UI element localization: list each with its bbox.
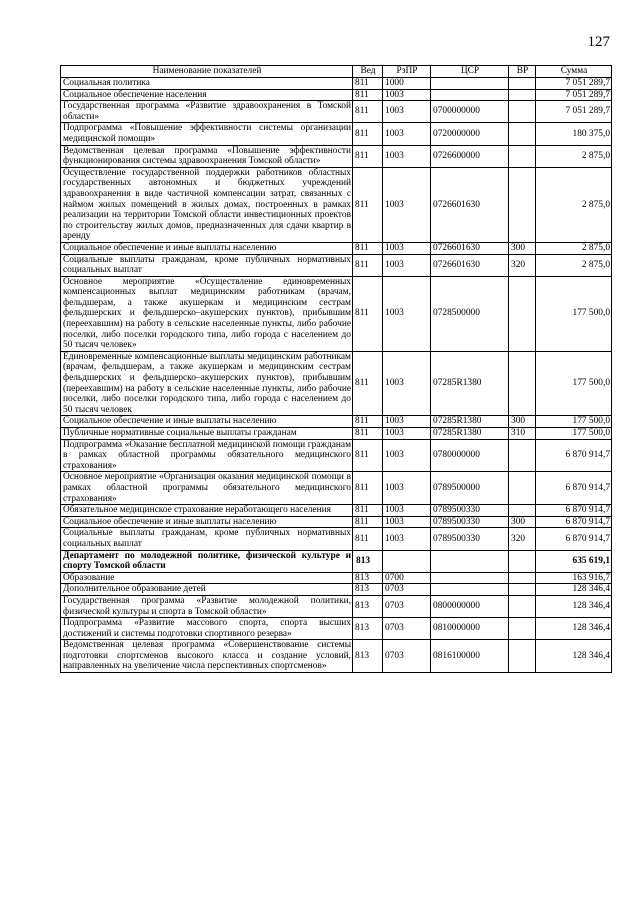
table-row [61,351,612,416]
cell-name: Осуществление государственной поддержки работников областных государственных автономных и бюджетных учреждений здравоохранения в виде частичной компенсации затрат, связанных с наймом жилых помещений в жилых домах, построенных в рамках реализации на территории Томской области инвестиционных проектов по строительству жилых домов, предназначенных для сдачи квартир в аренду [61,167,353,242]
cell-csr: 0816100000 [431,640,509,673]
cell-name: Государственная программа «Развитие здравоохранения в Томской области» [61,101,353,123]
cell-sum: 128 346,4 [536,595,612,617]
cell-ved: 811 [353,145,383,167]
cell-sum: 177 500,0 [536,351,612,416]
table-row [61,572,612,584]
cell-name: Государственная программа «Развитие молодежной политики, физической культуры и спорта в Томской области» [61,595,353,617]
cell-csr: 0728500000 [431,276,509,351]
cell-sum: 2 875,0 [536,254,612,276]
cell-ved: 811 [353,439,383,472]
cell-ved: 811 [353,428,383,440]
table-row [61,416,612,428]
table-row [61,516,612,528]
cell-sum: 635 619,1 [536,550,612,572]
cell-vr [509,439,536,472]
cell-sum: 128 346,4 [536,640,612,673]
header-rzpr: РзПР [383,66,431,78]
cell-rzpr: 0703 [383,584,431,596]
cell-rzpr [383,550,431,572]
cell-sum: 6 870 914,7 [536,472,612,505]
table-header-row [61,66,612,78]
cell-csr: 0789500330 [431,505,509,517]
cell-rzpr: 1003 [383,89,431,101]
table-body [61,78,612,673]
header-ved: Вед [353,66,383,78]
cell-vr [509,618,536,640]
header-csr: ЦСР [431,66,509,78]
cell-vr [509,595,536,617]
table-row [61,618,612,640]
cell-ved: 813 [353,550,383,572]
cell-sum: 7 051 289,7 [536,89,612,101]
table-row [61,428,612,440]
cell-ved: 813 [353,584,383,596]
cell-name: Социальные выплаты гражданам, кроме публичных нормативных социальных выплат [61,528,353,550]
cell-rzpr: 1003 [383,505,431,517]
cell-ved: 811 [353,254,383,276]
cell-rzpr: 1003 [383,516,431,528]
cell-sum: 128 346,4 [536,618,612,640]
header-vr: ВР [509,66,536,78]
cell-vr [509,145,536,167]
cell-sum: 6 870 914,7 [536,528,612,550]
cell-sum: 2 875,0 [536,242,612,254]
cell-vr: 300 [509,416,536,428]
cell-vr [509,640,536,673]
cell-name: Основное мероприятие «Организация оказания медицинской помощи в рамках областной программы обязательного медицинского страхования» [61,472,353,505]
cell-sum: 2 875,0 [536,167,612,242]
cell-ved: 811 [353,167,383,242]
cell-sum: 128 346,4 [536,584,612,596]
table-row [61,123,612,145]
cell-vr: 300 [509,242,536,254]
cell-rzpr: 1003 [383,254,431,276]
cell-rzpr: 1003 [383,416,431,428]
cell-rzpr: 1003 [383,351,431,416]
cell-vr [509,472,536,505]
cell-vr [509,550,536,572]
budget-table [60,65,612,673]
cell-csr: 07285R1380 [431,351,509,416]
table-row [61,550,612,572]
cell-vr: 300 [509,516,536,528]
cell-csr [431,89,509,101]
header-sum: Сумма [536,66,612,78]
cell-rzpr: 1003 [383,242,431,254]
table-row [61,584,612,596]
table-row [61,595,612,617]
table-row [61,78,612,90]
cell-rzpr: 0703 [383,595,431,617]
cell-ved: 811 [353,351,383,416]
cell-ved: 813 [353,640,383,673]
cell-csr: 0726600000 [431,145,509,167]
cell-name: Социальные выплаты гражданам, кроме публичных нормативных социальных выплат [61,254,353,276]
cell-rzpr: 1003 [383,123,431,145]
cell-rzpr: 1003 [383,145,431,167]
cell-rzpr: 1003 [383,472,431,505]
cell-name: Подпрограмма «Оказание бесплатной медицинской помощи гражданам в рамках областной программы обязательного медицинского страхования» [61,439,353,472]
cell-csr: 07285R1380 [431,416,509,428]
cell-name: Основное мероприятие «Осуществление единовременных компенсационных выплат медицинским работникам (врачам, фельдшерам, а также акушеркам и медицинским сестрам фельдшерских и фельдшерско–акушерских пунктов), прибывшим (переехавшим) на работу в сельские населенные пункты, либо рабочие поселки, либо поселки городского типа, либо города с населением до 50 тысяч человек» [61,276,353,351]
cell-sum: 177 500,0 [536,276,612,351]
cell-csr: 0780000000 [431,439,509,472]
page-number: 127 [587,34,610,50]
cell-vr [509,276,536,351]
cell-ved: 811 [353,123,383,145]
cell-csr: 07285R1380 [431,428,509,440]
cell-name: Обязательное медицинское страхование неработающего населения [61,505,353,517]
cell-vr: 310 [509,428,536,440]
cell-name: Социальное обеспечение населения [61,89,353,101]
cell-name: Социальное обеспечение и иные выплаты населению [61,416,353,428]
cell-rzpr: 1003 [383,428,431,440]
cell-vr: 320 [509,254,536,276]
cell-vr [509,167,536,242]
cell-vr [509,101,536,123]
cell-name: Образование [61,572,353,584]
cell-name: Социальное обеспечение и иные выплаты населению [61,516,353,528]
cell-ved: 811 [353,416,383,428]
cell-csr: 0726601630 [431,254,509,276]
table-row [61,528,612,550]
cell-ved: 813 [353,595,383,617]
cell-sum: 177 500,0 [536,428,612,440]
cell-sum: 6 870 914,7 [536,516,612,528]
cell-ved: 811 [353,528,383,550]
cell-vr: 320 [509,528,536,550]
cell-ved: 811 [353,78,383,90]
cell-rzpr: 0700 [383,572,431,584]
cell-csr: 0720000000 [431,123,509,145]
cell-csr: 0800000000 [431,595,509,617]
cell-name: Ведомственная целевая программа «Повышение эффективности функционирования системы здравоохранения Томской области» [61,145,353,167]
cell-rzpr: 0703 [383,640,431,673]
cell-name: Дополнительное образование детей [61,584,353,596]
cell-ved: 811 [353,89,383,101]
cell-rzpr: 1003 [383,439,431,472]
cell-vr [509,78,536,90]
cell-rzpr: 1003 [383,167,431,242]
cell-ved: 813 [353,572,383,584]
cell-ved: 811 [353,242,383,254]
cell-csr: 0726601630 [431,242,509,254]
cell-csr [431,78,509,90]
cell-ved: 811 [353,505,383,517]
cell-rzpr: 1003 [383,101,431,123]
cell-csr: 0789500330 [431,528,509,550]
table-row [61,505,612,517]
cell-vr [509,89,536,101]
cell-sum: 7 051 289,7 [536,101,612,123]
cell-csr [431,572,509,584]
table-row [61,145,612,167]
cell-sum: 180 375,0 [536,123,612,145]
cell-ved: 811 [353,276,383,351]
cell-sum: 177 500,0 [536,416,612,428]
cell-name: Департамент по молодежной политике, физической культуре и спорту Томской области [61,550,353,572]
cell-name: Социальная политика [61,78,353,90]
cell-sum: 163 916,7 [536,572,612,584]
cell-vr [509,123,536,145]
cell-vr [509,505,536,517]
cell-ved: 811 [353,472,383,505]
cell-rzpr: 1003 [383,528,431,550]
cell-name: Социальное обеспечение и иные выплаты населению [61,242,353,254]
cell-vr [509,572,536,584]
cell-ved: 811 [353,101,383,123]
cell-sum: 7 051 289,7 [536,78,612,90]
header-name: Наименование показателей [61,66,353,78]
cell-name: Единовременные компенсационные выплаты медицинским работникам (врачам, фельдшерам, а также акушеркам и медицинским сестрам фельдшерских и фельдшерско–акушерских пунктов), прибывшим (переехавшим) на работу в сельские населенные пункты, либо рабочие поселки, либо поселки городского типа, либо города с населением до 50 тысяч человек [61,351,353,416]
cell-csr [431,584,509,596]
table-row [61,439,612,472]
cell-ved: 813 [353,618,383,640]
cell-vr [509,351,536,416]
cell-name: Публичные нормативные социальные выплаты гражданам [61,428,353,440]
cell-csr: 0726601630 [431,167,509,242]
cell-sum: 6 870 914,7 [536,439,612,472]
cell-csr: 0810000000 [431,618,509,640]
cell-rzpr: 0703 [383,618,431,640]
cell-csr: 0789500000 [431,472,509,505]
table-row [61,242,612,254]
cell-ved: 811 [353,516,383,528]
table-row [61,89,612,101]
cell-vr [509,584,536,596]
table-row [61,640,612,673]
cell-csr: 0789500330 [431,516,509,528]
table-row [61,472,612,505]
cell-csr: 0700000000 [431,101,509,123]
table-row [61,167,612,242]
cell-rzpr: 1003 [383,276,431,351]
cell-csr [431,550,509,572]
cell-sum: 2 875,0 [536,145,612,167]
cell-sum: 6 870 914,7 [536,505,612,517]
table-row [61,276,612,351]
cell-rzpr: 1000 [383,78,431,90]
table-row [61,254,612,276]
cell-name: Ведомственная целевая программа «Совершенствование системы подготовки спортсменов высокого класса и создание условий, направленных на увеличение числа перспективных спортсменов» [61,640,353,673]
cell-name: Подпрограмма «Повышение эффективности системы организации медицинской помощи» [61,123,353,145]
table-row [61,101,612,123]
cell-name: Подпрограмма «Развитие массового спорта, спорта высших достижений и системы подготовки спортивного резерва» [61,618,353,640]
